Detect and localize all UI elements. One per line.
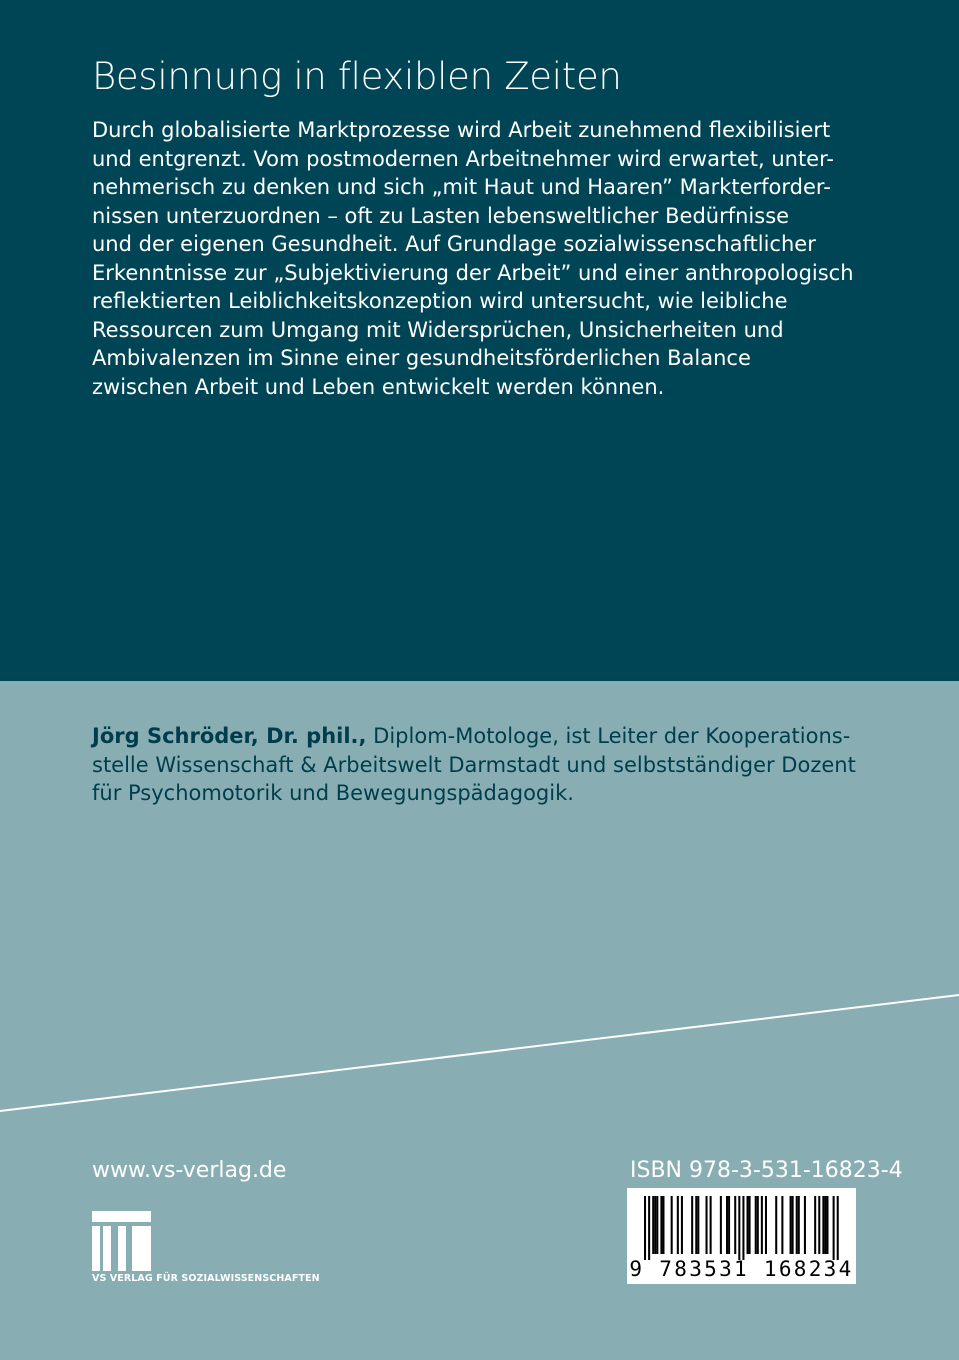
barcode-bar xyxy=(761,1196,763,1254)
barcode-bar xyxy=(826,1196,828,1254)
author-bio-line: stelle Wissenschaft & Arbeitswelt Darmstadt und selbstständiger Dozent xyxy=(92,752,856,777)
barcode-bar xyxy=(738,1196,740,1260)
barcode-bar xyxy=(681,1196,683,1254)
barcode-bar xyxy=(720,1196,722,1254)
barcode-bar xyxy=(726,1196,728,1254)
author-bio-text: Diplom-Motologe, ist Leiter der Kooperations- xyxy=(366,724,851,748)
barcode-bar xyxy=(775,1196,777,1254)
barcode-bar xyxy=(792,1196,794,1254)
barcode-bar xyxy=(837,1196,839,1260)
blurb-line: Durch globalisierte Marktprozesse wird Arbeit zunehmend flexibilisiert xyxy=(92,118,831,142)
blurb-line: Erkenntnisse zur „Subjektivierung der Arbeit” und einer anthropologisch xyxy=(92,260,854,285)
barcode-bar xyxy=(818,1196,820,1254)
barcode-bar xyxy=(691,1196,693,1254)
author-name: Jörg Schröder, Dr. phil., xyxy=(92,724,367,748)
barcode-bar xyxy=(749,1196,751,1254)
barcode-bar xyxy=(804,1196,806,1254)
barcode-bar xyxy=(654,1196,656,1254)
barcode-bar xyxy=(656,1196,658,1254)
author-bio-line: für Psychomotorik und Bewegungspädagogik. xyxy=(92,781,574,805)
barcode-bar xyxy=(790,1196,792,1254)
barcode-bar xyxy=(728,1196,730,1254)
barcode-bar xyxy=(757,1196,759,1254)
barcode-bar xyxy=(710,1196,712,1254)
book-blurb xyxy=(92,116,892,401)
barcode-bar xyxy=(814,1196,816,1254)
blurb-line: nehmerisch zu denken und sich „mit Haut und Haaren” Markterforder- xyxy=(92,175,831,199)
blurb-line: und der eigenen Gesundheit. Auf Grundlage sozialwissenschaftlicher xyxy=(92,232,816,256)
barcode-bar xyxy=(660,1196,662,1254)
blurb-line: Ressourcen zum Umgang mit Widersprüchen, Unsicherheiten und xyxy=(92,317,784,342)
barcode-bar xyxy=(833,1196,835,1260)
blurb-line: zwischen Arbeit und Leben entwickelt werden können. xyxy=(92,374,665,399)
barcode-bar xyxy=(644,1196,646,1260)
barcode-bar xyxy=(798,1196,800,1254)
publisher-url[interactable]: www.vs-verlag.de xyxy=(92,1158,287,1183)
barcode-bar xyxy=(742,1196,744,1260)
barcode-bar xyxy=(671,1196,673,1254)
barcode-bar xyxy=(648,1196,650,1260)
barcode xyxy=(627,1188,856,1284)
diagonal-divider-line xyxy=(0,960,959,1120)
blurb-line: reflektierten Leiblichkeitskonzeption wird untersucht, wie leibliche xyxy=(92,289,788,313)
isbn-label: ISBN 978-3-531-16823-4 xyxy=(630,1158,903,1183)
book-title: Besinnung in flexiblen Zeiten xyxy=(92,55,622,98)
barcode-bar xyxy=(747,1196,749,1254)
barcode-bar xyxy=(677,1196,679,1254)
blurb-line: nissen unterzuordnen – oft zu Lasten lebensweltlicher Bedürfnisse xyxy=(92,203,790,228)
barcode-bar xyxy=(755,1196,757,1254)
author-bio-line xyxy=(92,722,892,751)
barcode-bar xyxy=(734,1196,736,1254)
blurb-line: Ambivalenzen im Sinne einer gesundheitsförderlichen Balance xyxy=(92,346,751,370)
barcode-bar xyxy=(822,1196,824,1254)
barcode-bar xyxy=(796,1196,798,1254)
barcode-bar xyxy=(695,1196,697,1254)
barcode-bar xyxy=(706,1196,708,1254)
blurb-line: und entgrenzt. Vom postmodernen Arbeitnehmer wird erwartet, unter- xyxy=(92,146,834,171)
barcode-bar xyxy=(697,1196,699,1254)
barcode-bar xyxy=(765,1196,767,1254)
vs-verlag-logo-icon xyxy=(92,1211,152,1271)
author-bio xyxy=(92,722,892,808)
barcode-bar xyxy=(824,1196,826,1254)
barcode-bar xyxy=(662,1196,664,1254)
barcode-bar xyxy=(652,1196,654,1254)
barcode-bar xyxy=(781,1196,783,1254)
publisher-logo-text: VS VERLAG FÜR SOZIALWISSENSCHAFTEN xyxy=(92,1273,320,1284)
barcode-digits: 9 783531 168234 xyxy=(629,1257,854,1281)
